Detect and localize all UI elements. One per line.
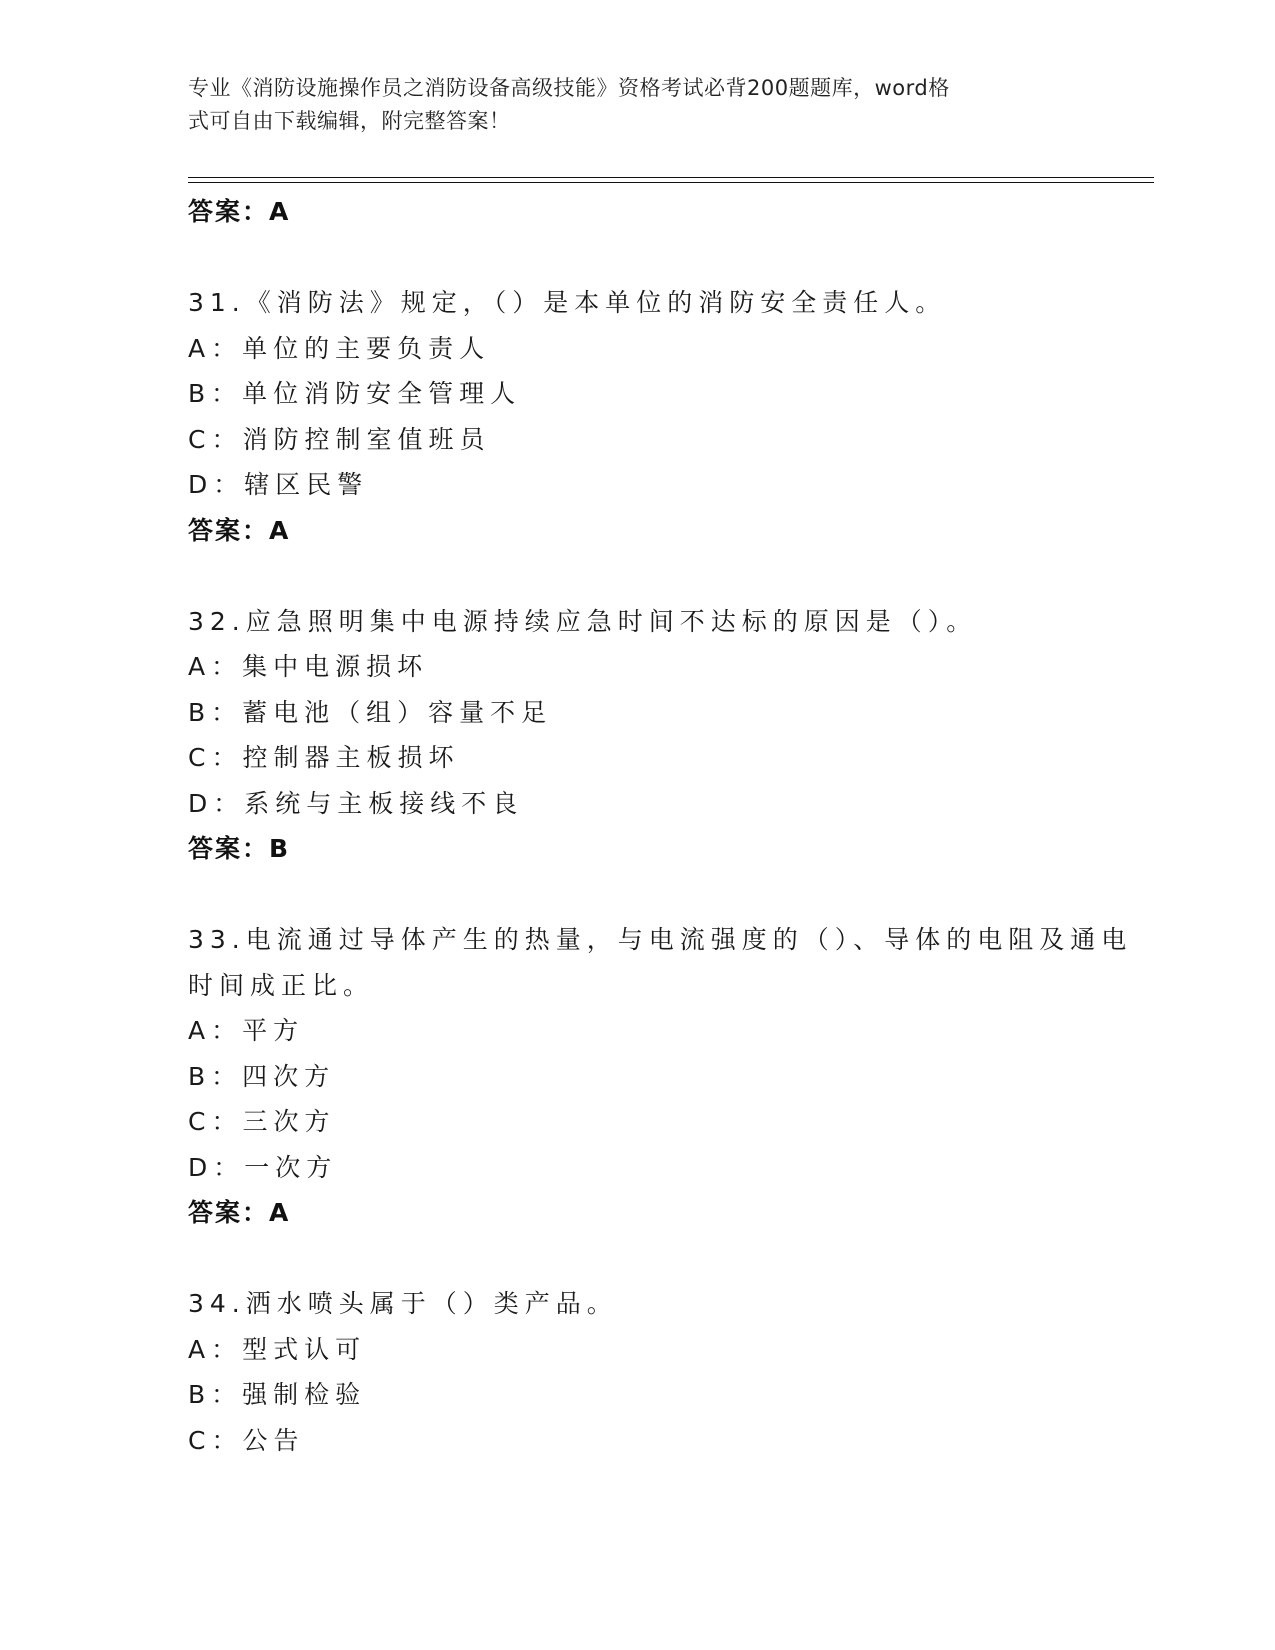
previous-answer: 答案：A (188, 197, 291, 226)
question-stem: 34.洒水喷头属于（）类产品。 (188, 1289, 618, 1318)
spacer (188, 235, 1088, 281)
option-a: A：单位的主要负责人 (188, 333, 491, 363)
option-b: B：单位消防安全管理人 (188, 379, 522, 408)
option-c: C：控制器主板损坏 (188, 743, 460, 772)
option-d: D：一次方 (188, 1152, 338, 1182)
question-stem: 32.应急照明集中电源持续应急时间不达标的原因是（）。 (188, 606, 978, 636)
header-rule-top (188, 177, 1154, 178)
answer-label: 答案：A (188, 515, 291, 545)
option-c: C：公告 (188, 1425, 305, 1455)
question-31 (188, 280, 1088, 553)
header-line-2: 式可自由下载编辑，附完整答案！ (188, 109, 511, 133)
question-list (188, 189, 1133, 1463)
header-line-1: 专业《消防设施操作员之消防设备高级技能》资格考试必背200题题库，word格 (188, 76, 950, 100)
option-b: B：四次方 (188, 1061, 336, 1091)
spacer (188, 553, 1088, 599)
option-a: A：集中电源损坏 (188, 652, 429, 681)
question-stem-line-1: 33.电流通过导体产生的热量，与电流强度的（）、导体的电阻及通电 (188, 925, 1133, 954)
option-c: C：消防控制室值班员 (188, 424, 491, 454)
option-b: B：蓄电池（组）容量不足 (188, 697, 553, 727)
answer-label: 答案：B (188, 834, 291, 863)
option-d: D：辖区民警 (188, 470, 369, 499)
option-a: A：型式认可 (188, 1334, 367, 1364)
question-34 (188, 1281, 1088, 1463)
option-b: B：强制检验 (188, 1380, 367, 1409)
option-d: D：系统与主板接线不良 (188, 788, 524, 818)
spacer (188, 872, 1088, 918)
question-stem: 31.《消防法》规定，（）是本单位的消防安全责任人。 (188, 288, 947, 317)
question-32 (188, 599, 1088, 872)
spacer (188, 1236, 1088, 1282)
header-rule-bottom (188, 182, 1154, 183)
option-a: A：平方 (188, 1016, 305, 1045)
document-header (188, 72, 1068, 138)
option-c: C：三次方 (188, 1107, 336, 1136)
question-stem-line-2: 时间成正比。 (188, 970, 375, 1000)
answer-label: 答案：A (188, 1198, 291, 1227)
question-33 (188, 917, 1133, 1236)
